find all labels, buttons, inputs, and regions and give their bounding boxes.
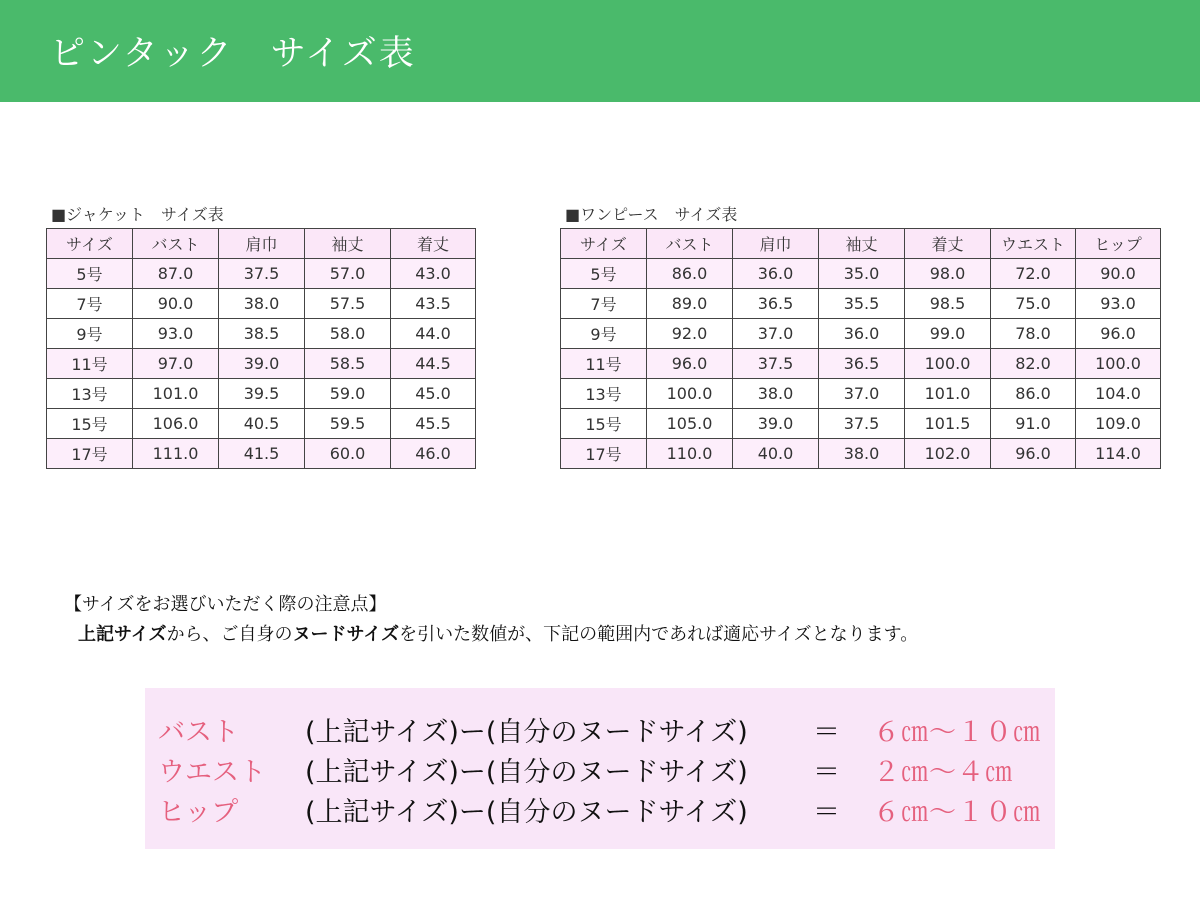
- measurement-cell: 43.0: [391, 259, 476, 289]
- table-header-row: [561, 229, 1161, 259]
- measurement-cell: 93.0: [1076, 289, 1161, 319]
- measurement-cell: 91.0: [991, 409, 1076, 439]
- measurement-cell: 98.0: [905, 259, 991, 289]
- table-row: [47, 289, 476, 319]
- measurement-cell: 37.5: [219, 259, 305, 289]
- jacket-table-caption: ■ジャケット サイズ表: [51, 205, 224, 224]
- page-header: [0, 0, 1200, 102]
- measurement-cell: 78.0: [991, 319, 1076, 349]
- table-row: [561, 409, 1161, 439]
- measurement-cell: 37.0: [733, 319, 819, 349]
- measurement-cell: 44.0: [391, 319, 476, 349]
- measurement-cell: 92.0: [647, 319, 733, 349]
- column-header: 袖丈: [819, 229, 905, 259]
- measurement-cell: 36.0: [733, 259, 819, 289]
- table-row: [561, 289, 1161, 319]
- measurement-cell: 45.0: [391, 379, 476, 409]
- measurement-cell: 37.5: [819, 409, 905, 439]
- column-header: ウエスト: [991, 229, 1076, 259]
- column-header: バスト: [647, 229, 733, 259]
- measurement-cell: 38.0: [219, 289, 305, 319]
- column-header: ヒップ: [1076, 229, 1161, 259]
- measurement-cell: 100.0: [905, 349, 991, 379]
- measurement-cell: 36.5: [733, 289, 819, 319]
- table-row: [47, 379, 476, 409]
- measurement-cell: 101.0: [133, 379, 219, 409]
- measurement-cell: 58.5: [305, 349, 391, 379]
- measurement-cell: 59.0: [305, 379, 391, 409]
- formula-label: バスト: [158, 717, 239, 748]
- measurement-cell: 98.5: [905, 289, 991, 319]
- measurement-cell: 89.0: [647, 289, 733, 319]
- size-cell: 17号: [47, 439, 133, 469]
- table-row: [47, 259, 476, 289]
- measurement-cell: 86.0: [991, 379, 1076, 409]
- formula-expression: (上記サイズ)ー(自分のヌードサイズ): [305, 717, 748, 748]
- measurement-cell: 60.0: [305, 439, 391, 469]
- column-header: 肩巾: [733, 229, 819, 259]
- measurement-cell: 38.0: [733, 379, 819, 409]
- table-row: [561, 319, 1161, 349]
- table-row: [47, 439, 476, 469]
- measurement-cell: 36.0: [819, 319, 905, 349]
- measurement-cell: 40.0: [733, 439, 819, 469]
- measurement-cell: 41.5: [219, 439, 305, 469]
- formula-expression: (上記サイズ)ー(自分のヌードサイズ): [305, 797, 748, 828]
- formula-box: [145, 688, 1055, 849]
- notice-body: [78, 620, 918, 646]
- notice-text: を引いた数値が、下記の範囲内であれば適応サイズとなります。: [399, 624, 919, 645]
- formula-expression: (上記サイズ)ー(自分のヌードサイズ): [305, 757, 748, 788]
- size-cell: 11号: [561, 349, 647, 379]
- measurement-cell: 86.0: [647, 259, 733, 289]
- measurement-cell: 40.5: [219, 409, 305, 439]
- size-cell: 5号: [561, 259, 647, 289]
- measurement-cell: 45.5: [391, 409, 476, 439]
- measurement-cell: 96.0: [991, 439, 1076, 469]
- table-header-row: [47, 229, 476, 259]
- measurement-cell: 75.0: [991, 289, 1076, 319]
- formula-equals: ＝: [813, 797, 840, 828]
- measurement-cell: 100.0: [1076, 349, 1161, 379]
- measurement-cell: 106.0: [133, 409, 219, 439]
- formula-label: ヒップ: [158, 797, 239, 828]
- formula-equals: ＝: [813, 757, 840, 788]
- table-row: [47, 319, 476, 349]
- measurement-cell: 43.5: [391, 289, 476, 319]
- measurement-cell: 110.0: [647, 439, 733, 469]
- measurement-cell: 46.0: [391, 439, 476, 469]
- measurement-cell: 96.0: [1076, 319, 1161, 349]
- onepiece-size-table: [560, 228, 1161, 469]
- jacket-size-table: [46, 228, 476, 469]
- formula-range: ６㎝～１０㎝: [873, 797, 1041, 828]
- size-cell: 17号: [561, 439, 647, 469]
- measurement-cell: 93.0: [133, 319, 219, 349]
- measurement-cell: 39.5: [219, 379, 305, 409]
- formula-label: ウエスト: [158, 757, 266, 788]
- measurement-cell: 35.5: [819, 289, 905, 319]
- measurement-cell: 39.0: [219, 349, 305, 379]
- formula-equals: ＝: [813, 717, 840, 748]
- measurement-cell: 109.0: [1076, 409, 1161, 439]
- notice-text: から、ご自身の: [166, 624, 293, 645]
- column-header: サイズ: [47, 229, 133, 259]
- page-title: ピンタック サイズ表: [50, 34, 416, 74]
- size-cell: 7号: [561, 289, 647, 319]
- measurement-cell: 114.0: [1076, 439, 1161, 469]
- column-header: 着丈: [391, 229, 476, 259]
- measurement-cell: 96.0: [647, 349, 733, 379]
- column-header: 肩巾: [219, 229, 305, 259]
- notice-emphasis: ヌードサイズ: [292, 624, 400, 645]
- column-header: バスト: [133, 229, 219, 259]
- formula-range: ６㎝～１０㎝: [873, 717, 1041, 748]
- size-cell: 9号: [561, 319, 647, 349]
- measurement-cell: 57.0: [305, 259, 391, 289]
- measurement-cell: 37.5: [733, 349, 819, 379]
- measurement-cell: 104.0: [1076, 379, 1161, 409]
- column-header: サイズ: [561, 229, 647, 259]
- measurement-cell: 101.0: [905, 379, 991, 409]
- size-cell: 13号: [561, 379, 647, 409]
- table-row: [561, 349, 1161, 379]
- measurement-cell: 39.0: [733, 409, 819, 439]
- measurement-cell: 90.0: [1076, 259, 1161, 289]
- measurement-cell: 72.0: [991, 259, 1076, 289]
- table-row: [561, 379, 1161, 409]
- measurement-cell: 36.5: [819, 349, 905, 379]
- measurement-cell: 38.0: [819, 439, 905, 469]
- measurement-cell: 87.0: [133, 259, 219, 289]
- size-cell: 11号: [47, 349, 133, 379]
- measurement-cell: 58.0: [305, 319, 391, 349]
- measurement-cell: 35.0: [819, 259, 905, 289]
- size-cell: 7号: [47, 289, 133, 319]
- measurement-cell: 102.0: [905, 439, 991, 469]
- table-row: [561, 259, 1161, 289]
- notice-title: 【サイズをお選びいただく際の注意点】: [64, 594, 387, 615]
- formula-range: ２㎝～４㎝: [873, 757, 1013, 788]
- table-row: [47, 409, 476, 439]
- column-header: 袖丈: [305, 229, 391, 259]
- notice-emphasis: 上記サイズ: [78, 624, 167, 645]
- column-header: 着丈: [905, 229, 991, 259]
- table-row: [561, 439, 1161, 469]
- table-row: [47, 349, 476, 379]
- size-cell: 15号: [561, 409, 647, 439]
- size-cell: 5号: [47, 259, 133, 289]
- measurement-cell: 38.5: [219, 319, 305, 349]
- onepiece-table-caption: ■ワンピース サイズ表: [565, 205, 738, 224]
- measurement-cell: 100.0: [647, 379, 733, 409]
- size-cell: 13号: [47, 379, 133, 409]
- measurement-cell: 97.0: [133, 349, 219, 379]
- measurement-cell: 82.0: [991, 349, 1076, 379]
- measurement-cell: 37.0: [819, 379, 905, 409]
- measurement-cell: 44.5: [391, 349, 476, 379]
- measurement-cell: 101.5: [905, 409, 991, 439]
- measurement-cell: 99.0: [905, 319, 991, 349]
- size-cell: 9号: [47, 319, 133, 349]
- measurement-cell: 105.0: [647, 409, 733, 439]
- measurement-cell: 90.0: [133, 289, 219, 319]
- measurement-cell: 59.5: [305, 409, 391, 439]
- size-cell: 15号: [47, 409, 133, 439]
- measurement-cell: 57.5: [305, 289, 391, 319]
- measurement-cell: 111.0: [133, 439, 219, 469]
